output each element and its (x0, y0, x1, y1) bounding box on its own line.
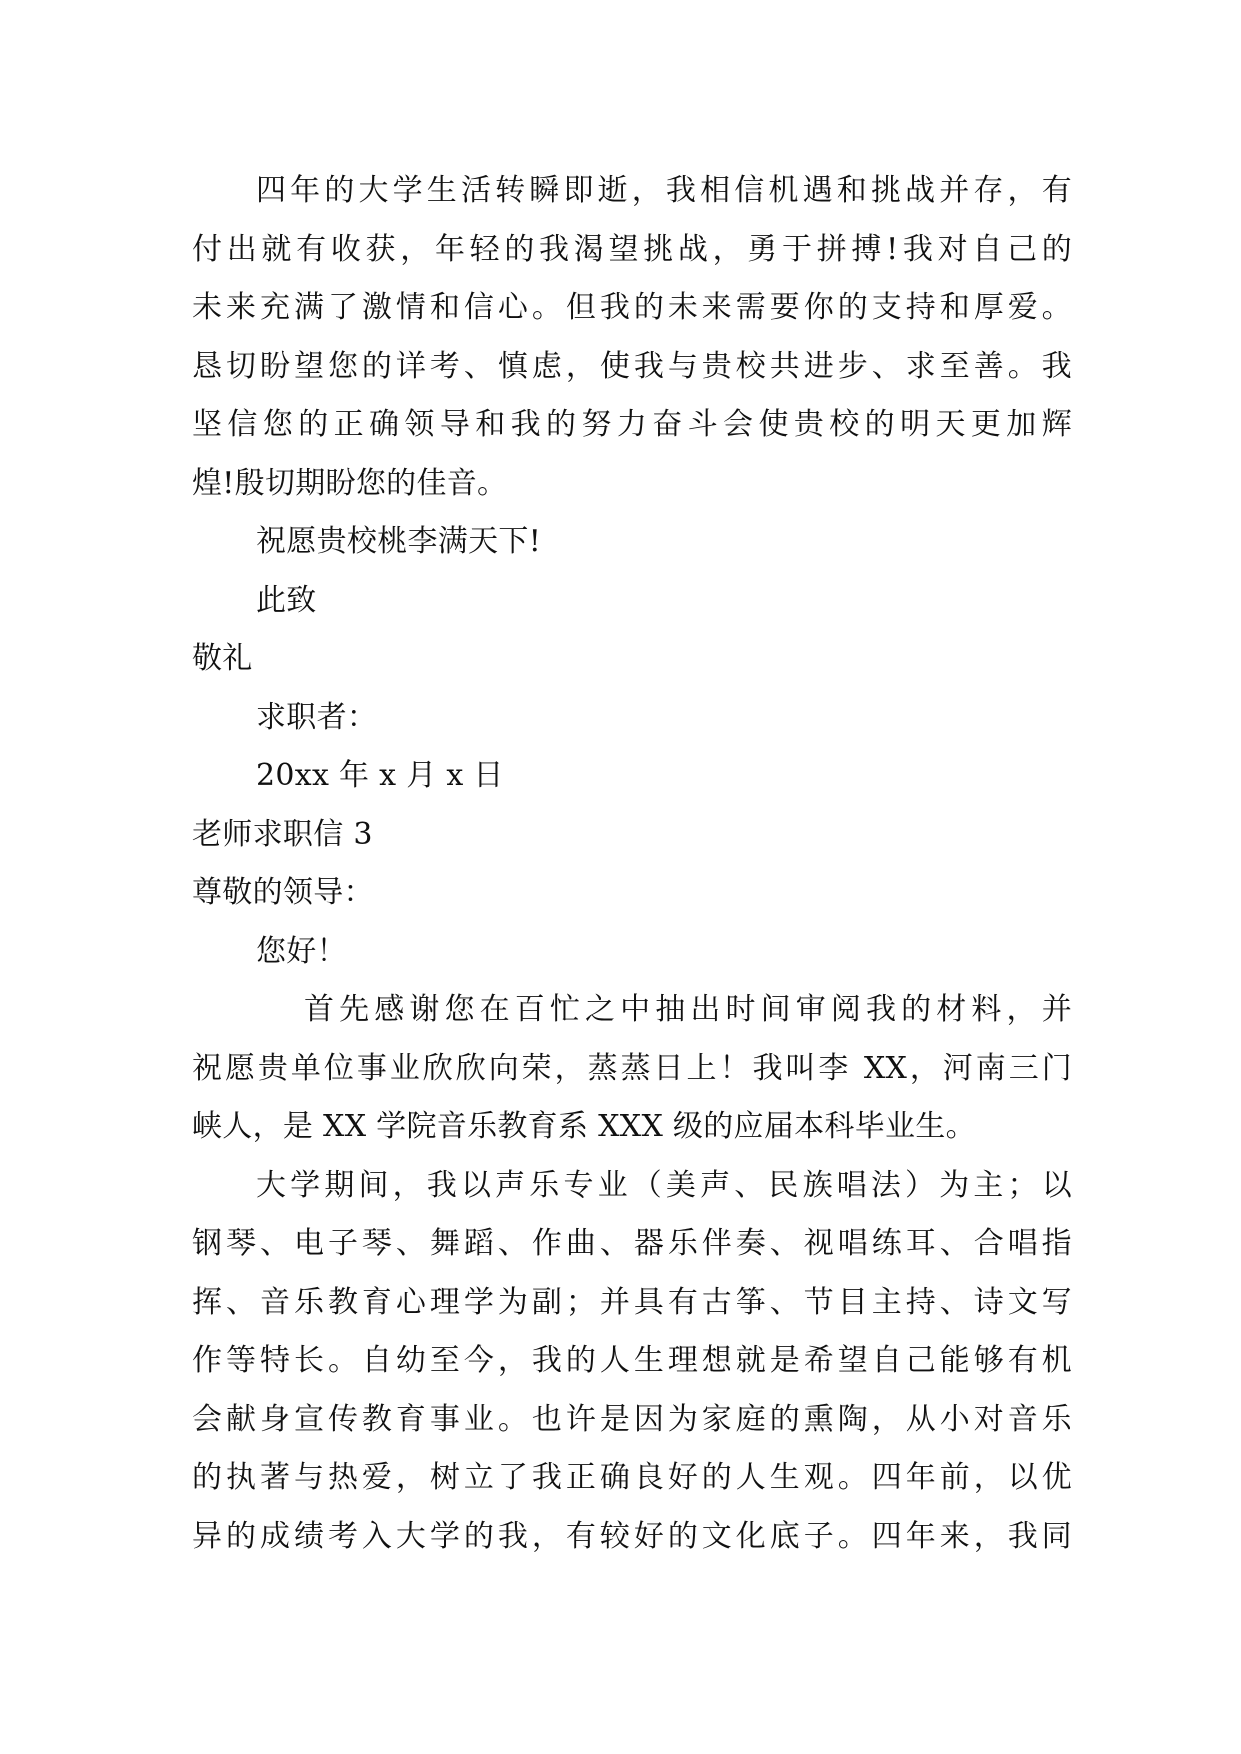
letter-hello: 您好！ (256, 933, 347, 969)
letter-date: 20xx 年 x 月 x 日 (256, 758, 504, 793)
signature-label: 求职者： (256, 699, 378, 735)
salutation-regards: 敬礼 (192, 641, 253, 676)
closing-wish: 祝愿贵校桃李满天下! (256, 524, 542, 559)
section-title: 老师求职信 3 (192, 816, 373, 852)
paragraph-line: 的执著与热爱，树立了我正确良好的人生观。四年前，以优 (192, 1460, 1072, 1495)
paragraph-line: 异的成绩考入大学的我，有较好的文化底子。四年来，我同 (192, 1518, 1072, 1554)
paragraph-line: 付出就有收获，年轻的我渴望挑战，勇于拼搏!我对自己的 (192, 231, 1072, 267)
paragraph-line: 钢琴、电子琴、舞蹈、作曲、器乐伴奏、视唱练耳、合唱指 (192, 1226, 1072, 1261)
paragraph-line: 挥、音乐教育心理学为副；并具有古筝、节目主持、诗文写 (192, 1284, 1072, 1320)
paragraph-line: 煌!殷切期盼您的佳音。 (192, 465, 508, 501)
paragraph-line: 首先感谢您在百忙之中抽出时间审阅我的材料，并 (304, 992, 1072, 1027)
letter-greeting: 尊敬的领导： (192, 875, 374, 910)
paragraph-line: 祝愿贵单位事业欣欣向荣，蒸蒸日上！我叫李 XX，河南三门 (192, 1050, 1072, 1086)
paragraph-line: 未来充满了激情和信心。但我的未来需要你的支持和厚爱。 (192, 290, 1072, 325)
paragraph-line: 峡人，是 XX 学院音乐教育系 XXX 级的应届本科毕业生。 (192, 1109, 976, 1144)
paragraph-line: 坚信您的正确领导和我的努力奋斗会使贵校的明天更加辉 (192, 407, 1072, 442)
letter-body (192, 162, 1072, 1566)
paragraph-line: 会献身宣传教育事业。也许是因为家庭的熏陶，从小对音乐 (192, 1401, 1072, 1437)
paragraph-line: 大学期间，我以声乐专业（美声、民族唱法）为主；以 (256, 1167, 1072, 1203)
paragraph-line: 作等特长。自幼至今，我的人生理想就是希望自己能够有机 (192, 1343, 1072, 1378)
paragraph-line: 四年的大学生活转瞬即逝，我相信机遇和挑战并存，有 (256, 173, 1072, 208)
salutation-closing: 此致 (256, 582, 317, 618)
paragraph-line: 恳切盼望您的详考、慎虑，使我与贵校共进步、求至善。我 (192, 348, 1072, 384)
